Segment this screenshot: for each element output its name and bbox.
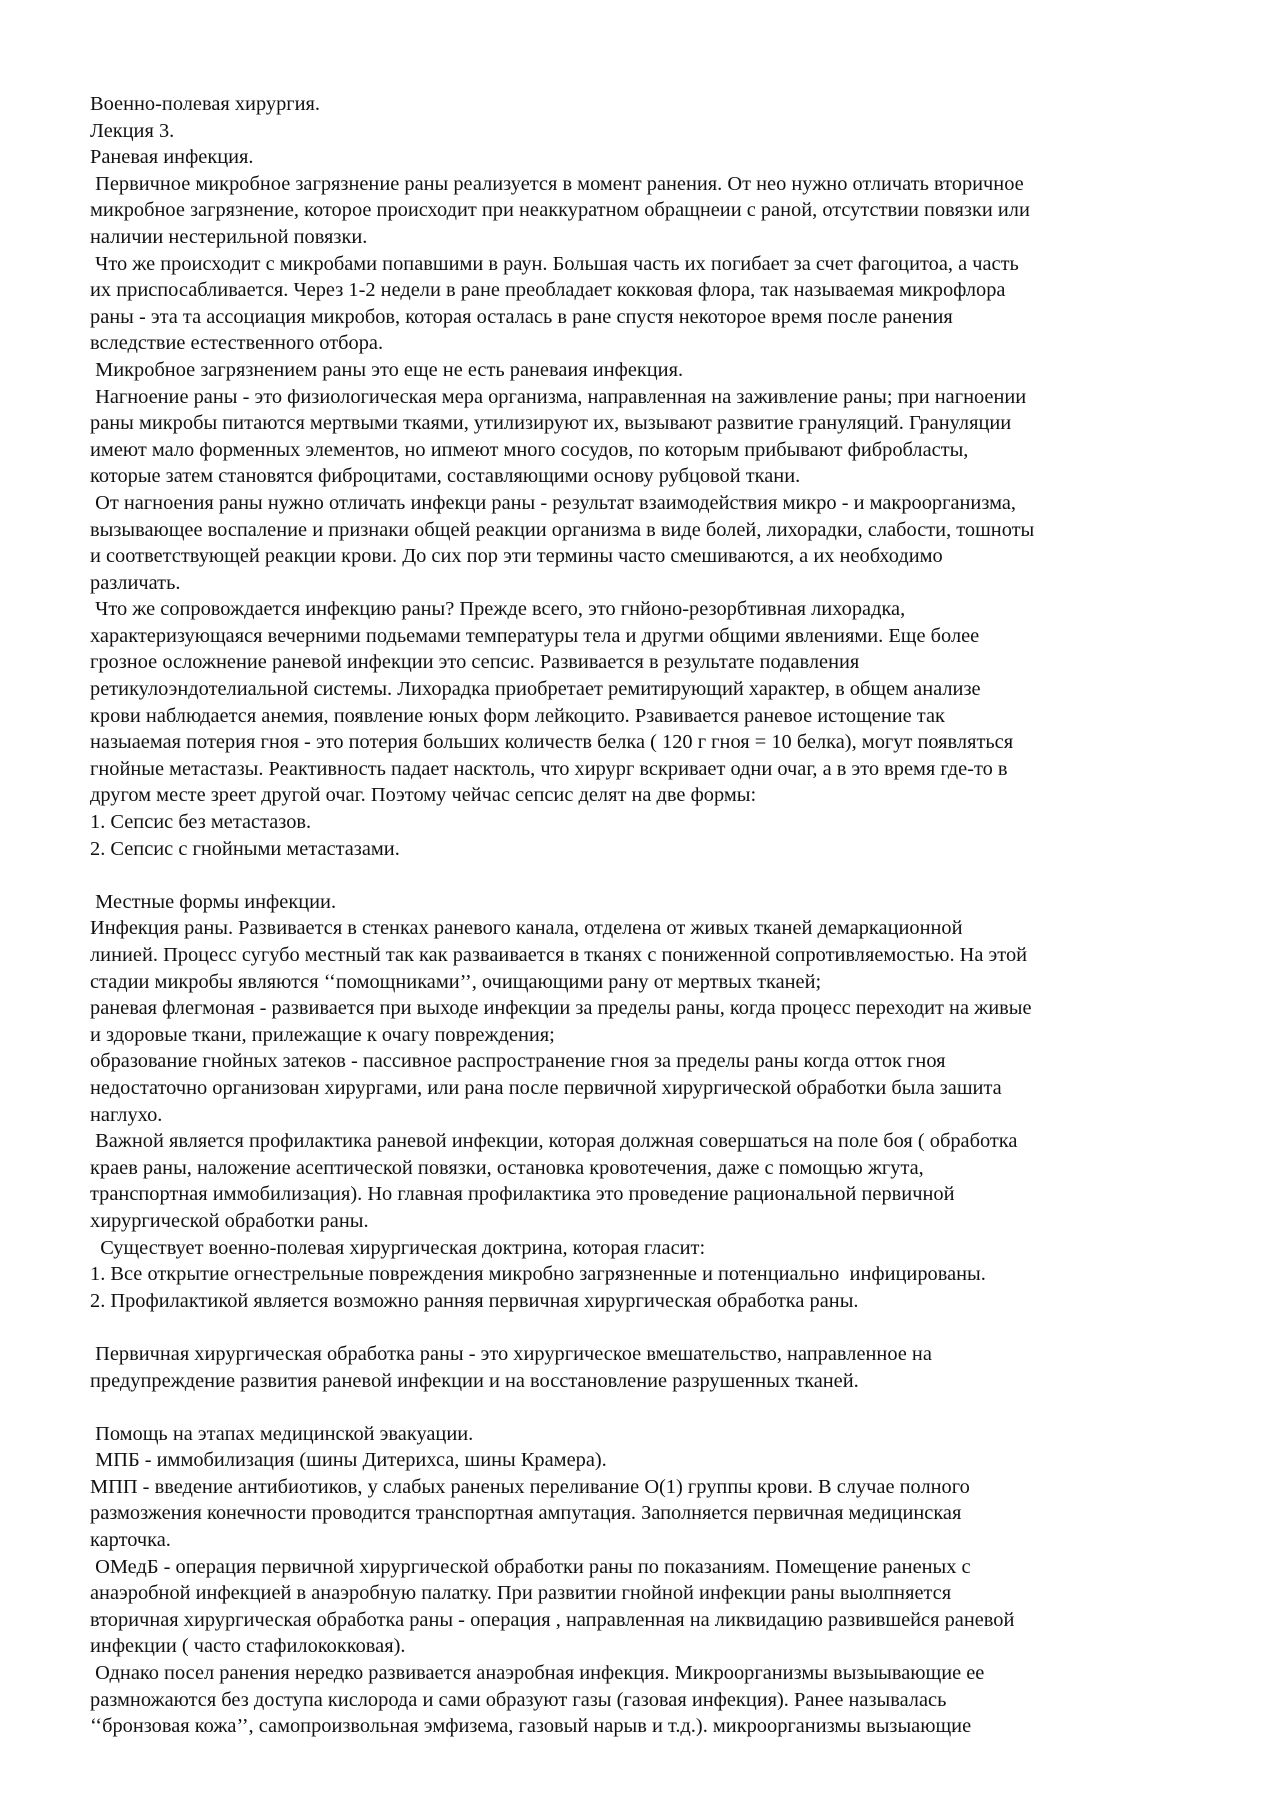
text-line: 1. Сепсис без метастазов. xyxy=(90,811,312,834)
text-line: наличии нестерильной повязки. xyxy=(90,225,368,248)
text-line: грозное осложнение раневой инфекции это сепсис. Развивается в результате подавления xyxy=(90,651,860,674)
text-line: Первичное микробное загрязнение раны реализуется в момент ранения. От нео нужно отличать вторичное xyxy=(90,172,1024,195)
text-line: инфекции ( часто стафилококковая). xyxy=(90,1635,406,1658)
text-line: раны микробы питаются мертвыми ткаями, утилизируют их, вызывают развитие грануляций. Грануляции xyxy=(90,412,1012,435)
text-line: другом месте зреет другой очаг. Поэтому чейчас сепсис делят на две формы: xyxy=(90,784,757,807)
text-line: МПП - введение антибиотиков, у слабых раненых переливание О(1) группы крови. В случае полного xyxy=(90,1475,970,1498)
text-line: которые затем становятся фиброцитами, составляющими основу рубцовой ткани. xyxy=(90,465,801,488)
text-line: От нагноения раны нужно отличать инфекци раны - результат взаимодействия микро - и макроорганизма, xyxy=(90,491,1017,514)
text-line: назыаемая потерия гноя - это потерия больших количеств белка ( 120 г гноя = 10 белка), могут появляться xyxy=(90,731,1014,754)
text-line: ретикулоэндотелиальной системы. Лихорадка приобретает ремитирующий характер, в общем анализе xyxy=(90,678,981,701)
text-line: Местные формы инфекции. xyxy=(90,890,337,913)
text-line: недостаточно организован хирургами, или рана после первичной хирургической обработки была зашита xyxy=(90,1076,1002,1099)
text-line: краев раны, наложение асептической повязки, остановка кровотечения, даже с помощью жгута, xyxy=(90,1156,924,1179)
text-line: 2. Сепсис с гнойными метастазами. xyxy=(90,837,400,860)
text-line: предупреждение развития раневой инфекции и на восстановление разрушенных тканей. xyxy=(90,1369,859,1392)
text-line: образование гнойных затеков - пассивное распространение гноя за пределы раны когда отток гноя xyxy=(90,1050,946,1073)
text-line: вызывающее воспаление и признаки общей реакции организма в виде болей, лихорадки, слабости, тошноты xyxy=(90,518,1035,541)
text-line: 1. Все открытие огнестрельные повреждения микробно загрязненные и потенциально инфицированы. xyxy=(90,1263,986,1286)
text-line: вследствие естественного отбора. xyxy=(90,332,384,355)
text-line: гнойные метастазы. Реактивность падает насктоль, что хирург вскривает одни очаг, а в это время где-то в xyxy=(90,757,1008,780)
text-line: линией. Процесс сугубо местный так как разваивается в тканях с пониженной сопротивляемостью. На этой xyxy=(90,944,1028,966)
text-line: их приспосабливается. Через 1-2 недели в ране преобладает кокковая флора, так называемая микрофлора xyxy=(90,279,1006,302)
text-line: размозжения конечности проводится транспортная ампутация. Заполняется первичная медицинская xyxy=(90,1502,962,1525)
text-line: Микробное загрязнением раны это еще не есть раневаия инфекция. xyxy=(90,358,684,381)
text-line: МПБ - иммобилизация (шины Дитерихса, шины Крамера). xyxy=(90,1449,607,1472)
text-line: Существует военно-полевая хирургическая доктрина, которая гласит: xyxy=(90,1236,706,1259)
text-line: крови наблюдается анемия, появление юных форм лейкоцито. Рзавивается раневое истощение так xyxy=(90,704,945,727)
text-line: ОМедБ - операция первичной хирургической обработки раны по показаниям. Помещение раненых с xyxy=(90,1555,971,1578)
text-line: Однако посел ранения нередко развивается анаэробная инфекция. Микроорганизмы вызыывающие ее xyxy=(90,1662,985,1685)
text-line: и соответствующей реакции крови. До сих пор эти термины часто смешиваются, а их необходимо xyxy=(90,545,943,568)
text-line xyxy=(90,862,1200,889)
text-line: вторичная хирургическая обработка раны - операция , направленная на ликвидацию развившейся раневой xyxy=(90,1608,1015,1631)
text-line: раневая флегмоная - развивается при выходе инфекции за пределы раны, когда процесс переходит на живые xyxy=(90,997,1032,1020)
text-line: размножаются без доступа кислорода и сами образуют газы (газовая инфекция). Ранее называлась xyxy=(90,1688,947,1711)
text-line: Нагноение раны - это физиологическая мера организма, направленная на заживление раны; при нагноении xyxy=(90,385,1027,408)
text-line: Что же происходит с микробами попавшими в раун. Большая часть их погибает за счет фагоцитоа, а часть xyxy=(90,252,1019,275)
text-line: Что же сопровождается инфекцию раны? Прежде всего, это гнйоно-резорбтивная лихорадка, xyxy=(90,598,906,621)
text-line: Важной является профилактика раневой инфекции, которая должная совершаться на поле боя ( обработка xyxy=(90,1130,1018,1153)
text-line: Первичная хирургическая обработка раны - это хирургическое вмешательство, направленное на xyxy=(90,1342,932,1365)
text-line: различать. xyxy=(90,571,181,594)
text-line: ‘‘бронзовая кожа’’, самопроизвольная эмфизема, газовый нарыв и т.д.). микроорганизмы вызыающие xyxy=(90,1715,972,1738)
text-line: 2. Профилактикой является возможно ранняя первичная хирургическая обработка раны. xyxy=(90,1289,859,1312)
text-line: Лекция 3. xyxy=(90,119,175,142)
text-line: имеют мало форменных элементов, но ипмеют много сосудов, по которым прибывают фибробласты, xyxy=(90,438,969,461)
text-line: Помощь на этапах медицинской эвакуации. xyxy=(90,1422,474,1445)
text-line: микробное загрязнение, которое происходит при неаккуратном обращнеии с раной, отсутствии повязки или xyxy=(90,199,1030,222)
text-line: хирургической обработки раны. xyxy=(90,1209,369,1232)
text-line: карточка. xyxy=(90,1529,171,1552)
text-line xyxy=(90,1314,1200,1341)
text-line: Раневая инфекция. xyxy=(90,146,254,169)
text-line: стадии микробы являются ‘‘помощниками’’, очищающими рану от мертвых тканей; xyxy=(90,970,822,993)
text-line: транспортная иммобилизация). Но главная профилактика это проведение рациональной первичной xyxy=(90,1183,955,1206)
text-line xyxy=(90,1394,1200,1421)
text-line: анаэробной инфекцией в анаэробную палатку. При развитии гнойной инфекции раны выолпняется xyxy=(90,1582,952,1605)
text-line: раны - эта та ассоциация микробов, которая осталась в ране спустя некоторое время после ранения xyxy=(90,305,953,328)
document-page xyxy=(90,91,1200,1740)
text-line: и здоровые ткани, прилежащие к очагу повреждения; xyxy=(90,1023,555,1046)
text-line: наглухо. xyxy=(90,1103,163,1126)
text-line: Инфекция раны. Развивается в стенках раневого канала, отделена от живых тканей демаркационной xyxy=(90,917,963,940)
text-line: характеризующаяся вечерними подьемами температуры тела и другми общими явлениями. Еще более xyxy=(90,624,980,647)
text-line: Военно-полевая хирургия. xyxy=(90,93,321,115)
